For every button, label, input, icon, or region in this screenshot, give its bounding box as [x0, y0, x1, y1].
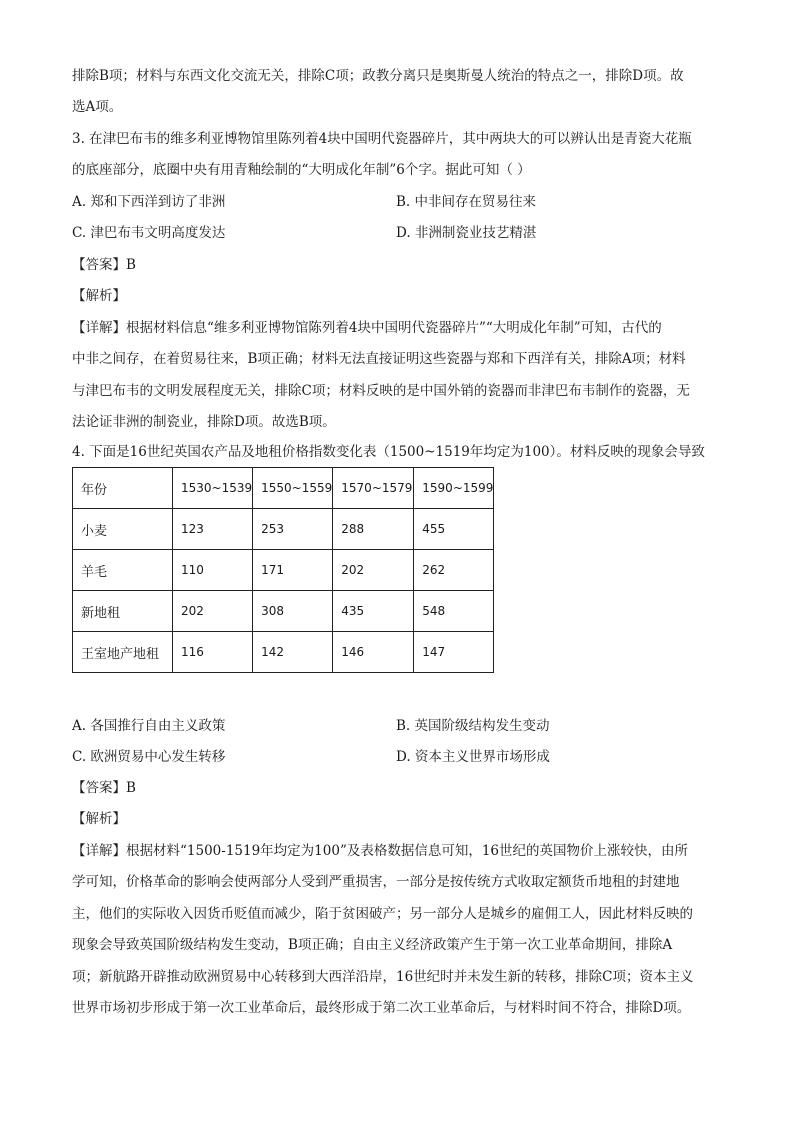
q3-detail-line-3: 与津巴布韦的文明发展程度无关，排除C项；材料反映的是中国外销的瓷器而非津巴布韦制作的瓷器，无	[72, 383, 690, 399]
prev-analysis-line-1: 排除B项；材料与东西文化交流无关，排除C项；政教分离只是奥斯曼人统治的特点之一，排除D项。故	[72, 68, 684, 84]
table-cell: 455	[414, 509, 494, 550]
table-cell: 262	[414, 550, 494, 591]
table-header-cell: 1590~1599	[414, 468, 494, 509]
q3-detail-line-4: 法论证非洲的制瓷业，排除D项。故选B项。	[72, 414, 336, 430]
table-cell: 308	[253, 591, 333, 632]
table-row	[73, 591, 494, 632]
table-row	[73, 550, 494, 591]
q4-detail-line-3: 主，他们的实际收入因货币贬值而减少，陷于贫困破产；另一部分人是城乡的雇佣工人，因此材料反映的	[72, 906, 693, 922]
q4-option-c: C. 欧洲贸易中心发生转移	[72, 749, 226, 765]
q3-option-d: D. 非洲制瓷业技艺精湛	[396, 225, 537, 241]
table-cell: 123	[173, 509, 253, 550]
table-cell: 小麦	[73, 509, 173, 550]
prev-analysis-line-2: 选A项。	[72, 99, 123, 115]
q3-stem-line-1: 3. 在津巴布韦的维多利亚博物馆里陈列着4块中国明代瓷器碎片，其中两块大的可以辨认出是青瓷大花瓶	[72, 131, 692, 147]
table-row	[73, 509, 494, 550]
table-cell: 新地租	[73, 591, 173, 632]
table-header-cell: 1550~1559	[253, 468, 333, 509]
table-header-cell: 1570~1579	[333, 468, 414, 509]
q4-stem-line-1: 4. 下面是16世纪英国农产品及地租价格指数变化表（1500~1519年均定为100）。材料反映的现象会导致	[72, 444, 705, 460]
table-row	[73, 632, 494, 673]
table-cell: 288	[333, 509, 414, 550]
table-header-row	[73, 468, 494, 509]
q4-detail-line-4: 现象会导致英国阶级结构发生变动，B项正确；自由主义经济政策产生于第一次工业革命期间，排除A	[72, 937, 673, 953]
table-cell: 110	[173, 550, 253, 591]
price-index-table	[72, 467, 494, 673]
q4-detail-line-2: 学可知，价格革命的影响会使两部分人受到严重损害，一部分是按传统方式收取定额货币地租的封建地	[72, 874, 680, 890]
table-cell: 116	[173, 632, 253, 673]
q4-detail-line-1: 【详解】根据材料“1500-1519年均定为100”及表格数据信息可知，16世纪的英国物价上涨较快，由所	[72, 843, 689, 859]
q4-option-d: D. 资本主义世界市场形成	[396, 749, 550, 765]
table-header-cell: 1530~1539	[173, 468, 253, 509]
q4-option-a: A. 各国推行自由主义政策	[72, 718, 226, 734]
table-cell: 171	[253, 550, 333, 591]
q4-option-b: B. 英国阶级结构发生变动	[396, 718, 550, 734]
table-cell: 142	[253, 632, 333, 673]
q3-option-b: B. 中非间存在贸易往来	[396, 194, 537, 210]
table-cell: 146	[333, 632, 414, 673]
q4-answer: 【答案】B	[72, 780, 136, 796]
table-cell: 548	[414, 591, 494, 632]
q3-detail-line-2: 中非之间存，在着贸易往来，B项正确；材料无法直接证明这些瓷器与郑和下西洋有关，排除A项；材料	[72, 351, 686, 367]
table-cell: 202	[173, 591, 253, 632]
q3-stem-line-2: 的底座部分，底圈中央有用青釉绘制的“大明成化年制”6个字。据此可知（ ）	[72, 162, 531, 178]
q3-option-c: C. 津巴布韦文明高度发达	[72, 225, 226, 241]
table-cell: 202	[333, 550, 414, 591]
table-cell: 435	[333, 591, 414, 632]
table-cell: 羊毛	[73, 550, 173, 591]
table-cell: 王室地产地租	[73, 632, 173, 673]
q4-analysis-heading: 【解析】	[72, 811, 126, 827]
q4-detail-line-6: 世界市场初步形成于第一次工业革命后，最终形成于第二次工业革命后，与材料时间不符合，排除D项。	[72, 1000, 691, 1016]
q3-analysis-heading: 【解析】	[72, 288, 126, 304]
q3-option-a: A. 郑和下西洋到访了非洲	[72, 194, 226, 210]
q4-detail-line-5: 项；新航路开辟推动欧洲贸易中心转移到大西洋沿岸，16世纪时并未发生新的转移，排除C项；资本主义	[72, 969, 694, 985]
table-cell: 253	[253, 509, 333, 550]
table-header-cell: 年份	[73, 468, 173, 509]
table-cell: 147	[414, 632, 494, 673]
q3-answer: 【答案】B	[72, 257, 136, 273]
q3-detail-line-1: 【详解】根据材料信息“维多利亚博物馆陈列着4块中国明代瓷器碎片”“大明成化年制”可知，古代的	[72, 320, 662, 336]
